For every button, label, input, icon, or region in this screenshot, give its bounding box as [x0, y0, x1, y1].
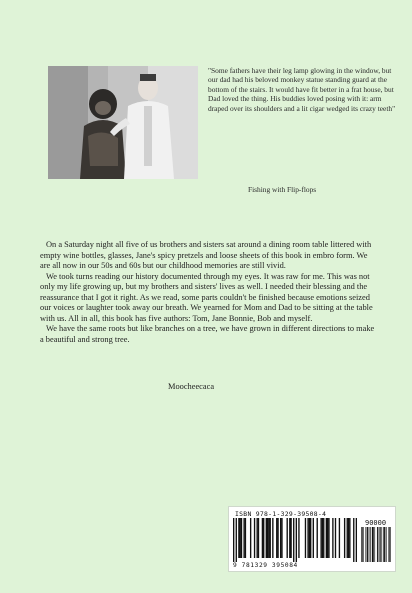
barcode-bar — [347, 518, 348, 558]
barcode-supplement-bar — [380, 527, 381, 562]
barcode-bar — [356, 518, 357, 562]
barcode-bar — [353, 518, 354, 562]
barcode-bar — [277, 518, 278, 558]
barcode-bar — [317, 518, 318, 558]
price-code: 90000 — [365, 519, 387, 527]
barcode-supplement-bar — [372, 527, 373, 562]
barcode-bar — [310, 518, 311, 558]
barcode-bar — [281, 518, 282, 558]
barcode-bar — [305, 518, 306, 558]
barcode-supplement-bar — [370, 527, 371, 562]
barcode-supplement-bar — [367, 527, 368, 562]
barcode-bar — [266, 518, 267, 558]
back-cover-blurb — [40, 240, 376, 345]
barcode-bar — [323, 518, 324, 558]
barcode-bar — [326, 518, 327, 558]
barcode-bar — [293, 518, 294, 562]
barcode-supplement-bar — [365, 527, 366, 562]
barcode-bar — [348, 518, 349, 558]
barcode-bar — [339, 518, 340, 558]
barcode-bar — [254, 518, 255, 558]
barcode-supplement-bar — [381, 527, 382, 562]
barcode-supplement-bar — [379, 527, 380, 562]
paragraph: We have the same roots but like branches on a tree, we have grown in different directions to make a beautiful and strong tree. — [40, 324, 375, 344]
barcode-supplement-bar — [383, 527, 384, 562]
barcode-supplement-bar — [374, 527, 375, 562]
barcode-bar — [250, 518, 251, 558]
author-signature: Moocheecaca — [168, 382, 215, 391]
barcode-bar — [313, 518, 314, 558]
barcode-bar — [322, 518, 323, 558]
barcode-bar — [289, 518, 290, 558]
photo-dad-with-monkey-statue-icon — [48, 66, 198, 179]
barcode-bar — [268, 518, 269, 558]
barcode-bar — [327, 518, 328, 558]
barcode-bar — [243, 518, 244, 558]
paragraph: We took turns reading our history documented through my eyes. It was raw for me. This was not only my life growing up, but my brothers and sisters' lives as well. I needed their blessing and the reassurance that I got it right. As we read, some parts couldn't be finished because emotions seized our voices or laughter took away our breath. We yearned for Mom and Dad to be sitting at the table with us. All in all, this book has five authors: Tom, Jane Bonnie, Bob and myself. — [40, 271, 373, 323]
barcode-bar — [328, 518, 329, 558]
barcode-supplement-bar — [385, 527, 386, 562]
barcode-bar — [233, 518, 234, 562]
barcode-bar — [240, 518, 241, 558]
barcode-bar — [349, 518, 350, 558]
barcode-bar — [262, 518, 263, 558]
barcode-bar — [332, 518, 333, 558]
barcode-supplement-bar — [361, 527, 362, 562]
barcode-supplement-bar — [384, 527, 385, 562]
barcode-bar — [241, 518, 242, 558]
barcode-supplement-bar — [367, 527, 368, 562]
pull-quote: "Some fathers have their leg lamp glowing in the window, but our dad had his beloved monkey statue standing guard at the bottom of the stairs. It would have fit better in a frat house, but Dad loved the thing. His buddies loved posing with it: arm draped over its shoulders and a lit cigar wedged its crazy teeth" — [208, 66, 396, 113]
barcode-bar — [280, 518, 281, 558]
barcode-supplement-bar — [377, 527, 378, 562]
barcode-supplement-bar — [389, 527, 390, 562]
barcode-bar — [320, 518, 321, 558]
barcode-supplement-bar — [362, 527, 363, 562]
barcode-supplement-bar — [390, 527, 391, 562]
barcode-bar — [267, 518, 268, 558]
barcode-bar — [245, 518, 246, 558]
barcode-bar — [309, 518, 310, 558]
barcode-bar — [296, 518, 297, 562]
barcode-bar — [307, 518, 308, 558]
barcode-digits: 9 781329 395084 — [233, 562, 298, 569]
barcode-bar — [290, 518, 291, 558]
barcode-bar — [256, 518, 257, 558]
barcode-bar — [335, 518, 336, 558]
barcode-bar — [258, 518, 259, 558]
barcode-supplement-bar — [378, 527, 379, 562]
barcode-bar — [270, 518, 271, 558]
barcode-bar — [263, 518, 264, 558]
barcode-bar — [344, 518, 345, 558]
barcode-bar — [298, 518, 299, 558]
cover-photo — [48, 66, 198, 179]
paragraph: On a Saturday night all five of us brothers and sisters sat around a dining room table littered with empty wine bottles, glasses, Jane's spicy pretzels and loose sheets of this book in embro form. We are all now in our 50s and 60s but our childhood memories are still vivid. — [40, 240, 372, 270]
barcode-bars — [233, 518, 357, 562]
barcode-supplement-bar — [388, 527, 389, 562]
barcode-bar — [236, 518, 237, 562]
barcode-bar — [287, 518, 288, 558]
barcode-supplement-bars — [361, 527, 391, 562]
barcode-bar — [238, 518, 239, 558]
barcode-supplement-bar — [386, 527, 387, 562]
barcode-supplement-bar — [363, 527, 364, 562]
barcode-bar — [276, 518, 277, 558]
barcode-supplement-bar — [372, 527, 373, 562]
barcode-supplement-bar — [369, 527, 370, 562]
isbn-barcode — [228, 506, 396, 572]
barcode-bar — [272, 518, 273, 558]
barcode-supplement-bar — [373, 527, 374, 562]
quote-source: Fishing with Flip-flops — [248, 185, 317, 194]
isbn-label: ISBN 978-1-329-39508-4 — [235, 510, 327, 518]
